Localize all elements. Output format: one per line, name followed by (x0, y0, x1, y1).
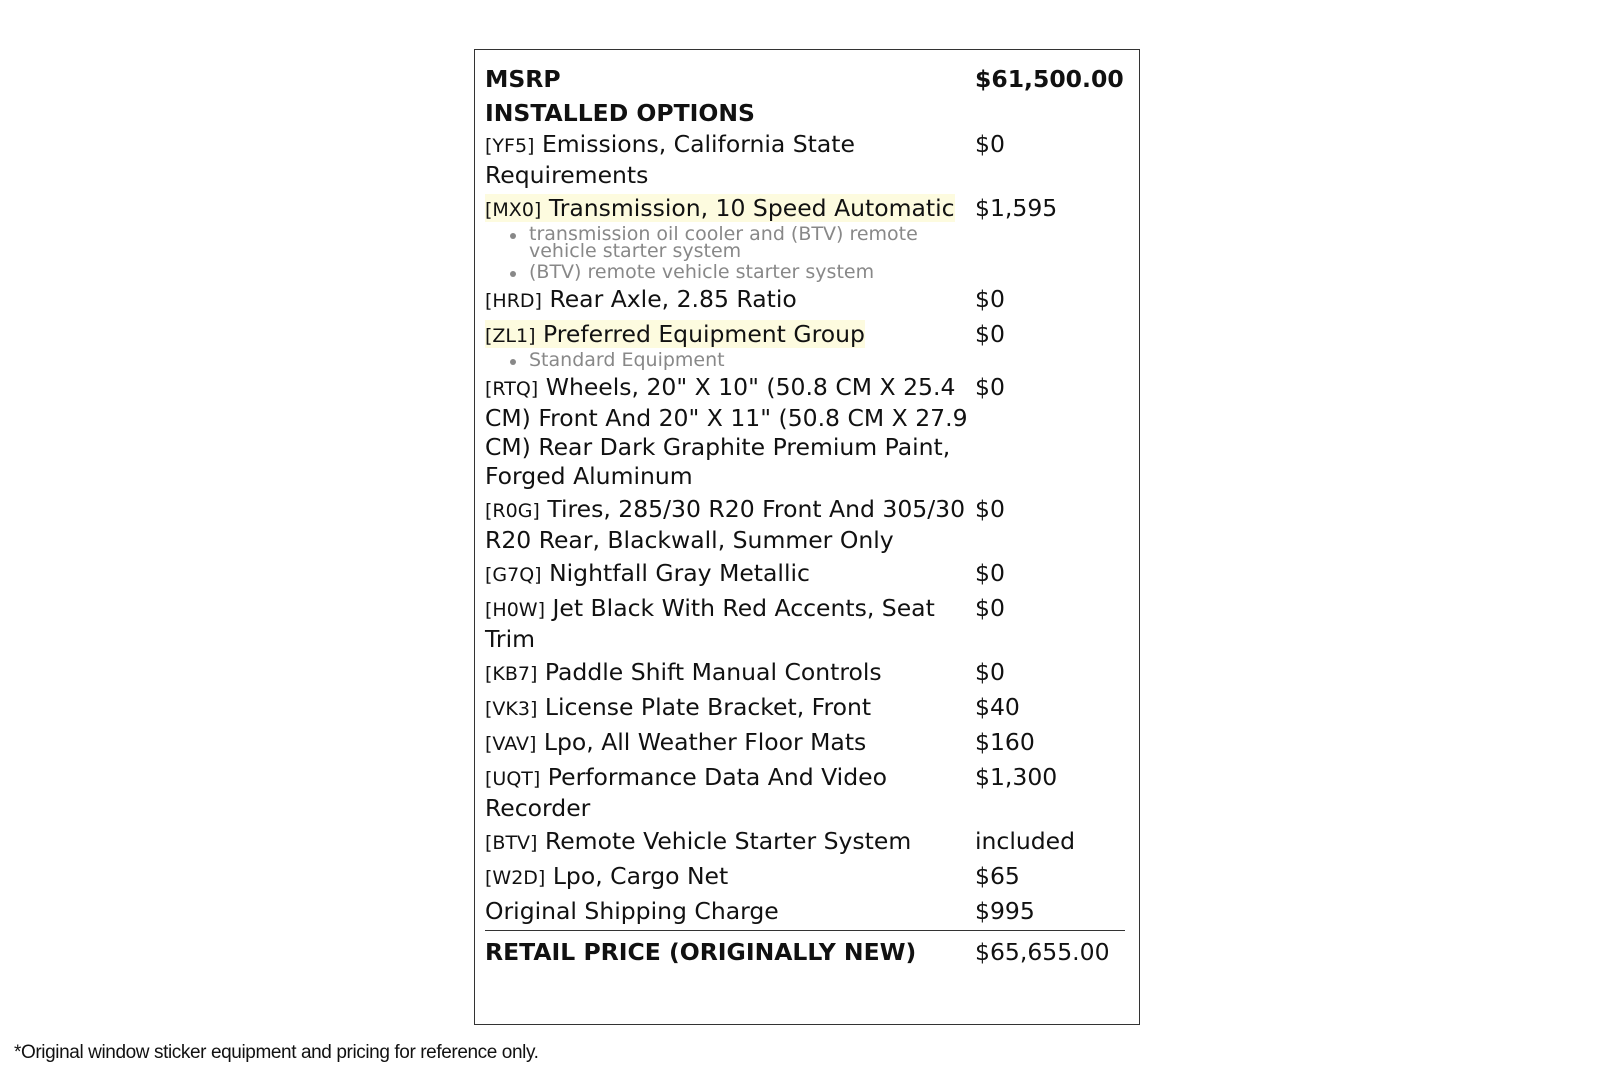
option-text: Remote Vehicle Starter System (544, 827, 912, 855)
option-row (485, 763, 1125, 823)
option-code: [YF5] (485, 135, 535, 157)
shipping-row (485, 897, 1125, 926)
option-price: $0 (975, 373, 1005, 401)
option-price: $0 (975, 130, 1005, 158)
option-text: Emissions, California State Requirements (485, 130, 855, 189)
option-notes (485, 349, 1125, 371)
option-text: Lpo, Cargo Net (552, 862, 729, 890)
option-row (485, 827, 1125, 858)
option-text: Nightfall Gray Metallic (549, 559, 810, 587)
option-notes (485, 223, 1125, 283)
option-row (485, 285, 1125, 316)
option-row (485, 320, 1125, 351)
msrp-value: $61,500.00 (975, 65, 1124, 93)
retail-price-label: RETAIL PRICE (ORIGINALLY NEW) (485, 938, 917, 966)
option-note: Standard Equipment (509, 352, 1125, 369)
option-price: $1,595 (975, 194, 1058, 222)
option-price: $0 (975, 658, 1005, 686)
option-price: $160 (975, 728, 1035, 756)
option-price: $65 (975, 862, 1020, 890)
option-row (485, 693, 1125, 724)
window-sticker (474, 49, 1140, 1025)
retail-price-row (485, 930, 1125, 969)
option-code: [BTV] (485, 832, 538, 854)
disclaimer-footnote: *Original window sticker equipment and pricing for reference only. (14, 1042, 539, 1063)
option-row (485, 373, 1125, 491)
option-note: (BTV) remote vehicle starter system (509, 264, 1125, 281)
option-text: Preferred Equipment Group (543, 320, 865, 348)
option-code: [MX0] (485, 199, 542, 221)
option-code: [RTQ] (485, 378, 539, 400)
option-price: $0 (975, 495, 1005, 523)
option-row (485, 194, 1125, 225)
option-price: $1,300 (975, 763, 1058, 791)
option-price: $0 (975, 594, 1005, 622)
option-code: [VAV] (485, 733, 537, 755)
option-text: Rear Axle, 2.85 Ratio (549, 285, 797, 313)
option-row (485, 658, 1125, 689)
option-text: Paddle Shift Manual Controls (544, 658, 882, 686)
option-text: Performance Data And Video Recorder (485, 763, 887, 822)
option-code: [H0W] (485, 599, 545, 621)
option-note: transmission oil cooler and (BTV) remote vehicle starter system (509, 226, 939, 260)
msrp-row (485, 62, 1125, 96)
option-price: $40 (975, 693, 1020, 721)
option-price: $0 (975, 320, 1005, 348)
option-text: Jet Black With Red Accents, Seat Trim (485, 594, 935, 653)
option-row (485, 728, 1125, 759)
option-row (485, 862, 1125, 893)
option-code: [VK3] (485, 698, 538, 720)
option-text: Transmission, 10 Speed Automatic (548, 194, 955, 222)
retail-price-value: $65,655.00 (975, 938, 1110, 966)
option-price: $0 (975, 285, 1005, 313)
option-code: [ZL1] (485, 325, 536, 347)
option-row (485, 130, 1125, 190)
option-code: [HRD] (485, 290, 542, 312)
installed-options-heading: INSTALLED OPTIONS (485, 99, 755, 127)
option-price: $0 (975, 559, 1005, 587)
option-code: [KB7] (485, 663, 538, 685)
option-code: [UQT] (485, 768, 541, 790)
shipping-label: Original Shipping Charge (485, 897, 779, 925)
option-code: [G7Q] (485, 564, 542, 586)
option-row (485, 594, 1125, 654)
option-code: [W2D] (485, 867, 546, 889)
option-text: License Plate Bracket, Front (544, 693, 872, 721)
option-text: Wheels, 20" X 10" (50.8 CM X 25.4 CM) Front And 20" X 11" (50.8 CM X 27.9 CM) Rear Dark Graphite Premium Paint, Forged Aluminum (485, 373, 968, 490)
option-code: [R0G] (485, 500, 540, 522)
option-text: Tires, 285/30 R20 Front And 305/30 R20 Rear, Blackwall, Summer Only (485, 495, 966, 554)
msrp-label: MSRP (485, 65, 561, 93)
option-text: Lpo, All Weather Floor Mats (543, 728, 867, 756)
option-price: included (975, 827, 1076, 855)
option-row (485, 495, 1125, 555)
shipping-value: $995 (975, 897, 1035, 925)
option-row (485, 559, 1125, 590)
